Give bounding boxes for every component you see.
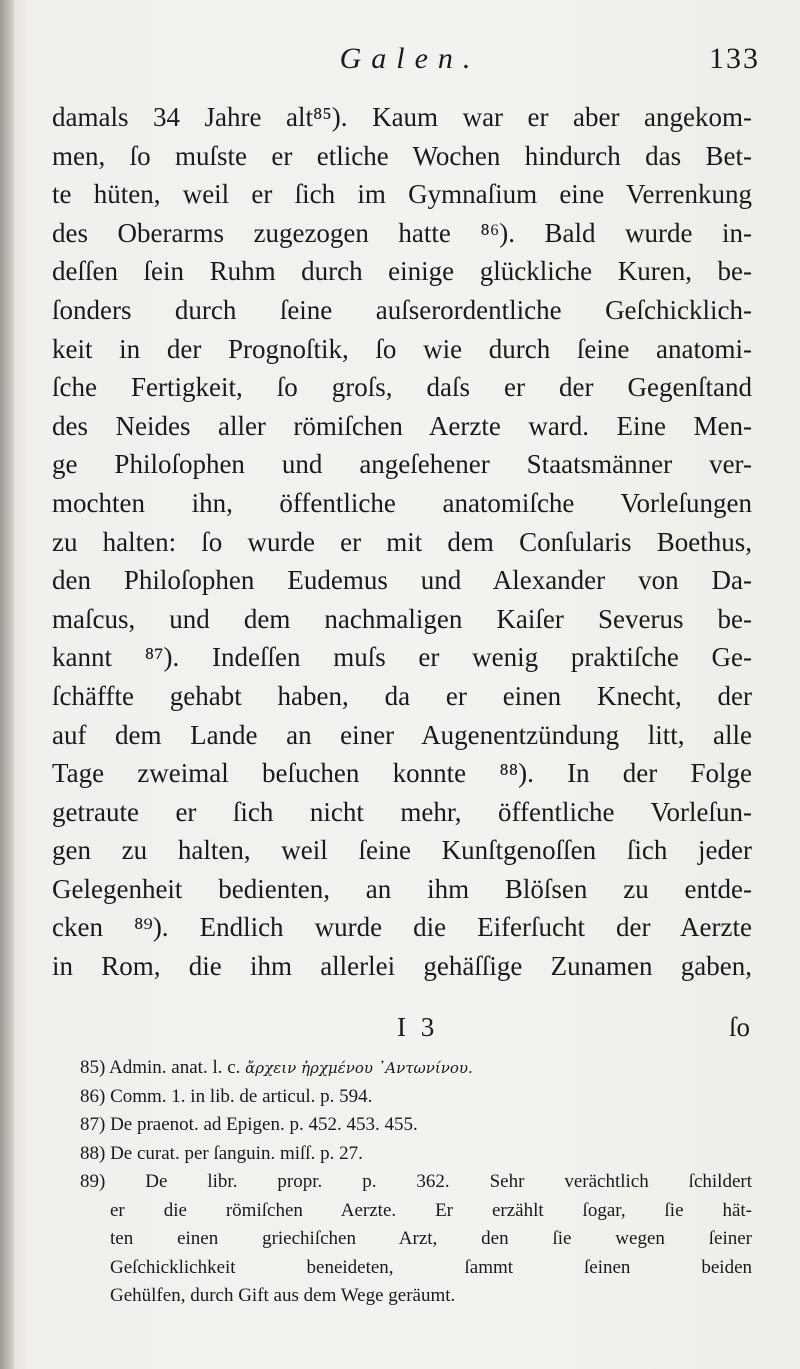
- footnote-86: 86) Comm. 1. in lib. de articul. p. 594.: [80, 1085, 373, 1107]
- text-line: kannt ⁸⁷). Indeſſen muſs er wenig praktiſche Ge-: [52, 642, 752, 673]
- text-line: den Philoſophen Eudemus und Alexander von Da-: [52, 565, 752, 596]
- footnote-87: 87) De praenot. ad Epigen. p. 452. 453. 455.: [80, 1114, 418, 1135]
- text-line: cken ⁸⁹). Endlich wurde die Eiferſucht der Aerzte: [52, 912, 752, 943]
- text-line: men, ſo muſste er etliche Wochen hindurch das Bet-: [52, 140, 752, 171]
- text-line: des Oberarms zugezogen hatte ⁸⁶). Bald wurde in-: [52, 217, 752, 248]
- text-line: ſchäffte gehabt haben, da er einen Knecht, der: [52, 680, 752, 711]
- text-line: Tage zweimal beſuchen konnte ⁸⁸). In der Folge: [52, 758, 752, 789]
- catchword: ſo: [728, 1012, 750, 1042]
- footnotes: [80, 1054, 752, 1311]
- text-line: te hüten, weil er ſich im Gymnaſium eine Verrenkung: [52, 179, 752, 210]
- text-line: gen zu halten, weil ſeine Kunſtgenoſſen ſich jeder: [52, 835, 752, 866]
- text-line: deſſen ſein Ruhm durch einige glückliche Kuren, be-: [52, 256, 752, 287]
- text-line: maſcus, und dem nachmaligen Kaiſer Severus be-: [52, 603, 752, 634]
- text-line: damals 34 Jahre alt⁸⁵). Kaum war er aber angekom-: [52, 102, 752, 132]
- footnote-89-continuation: Gehülfen, durch Gift aus dem Wege geräumt.: [110, 1285, 456, 1306]
- text-line: ge Philoſophen und angeſehener Staatsmänner ver-: [52, 449, 752, 480]
- footnote-85-text: 85) Admin. anat. l. c.: [80, 1057, 241, 1078]
- footnote-89-continuation: Geſchicklichkeit beneideten, ſammt ſeinen beiden: [110, 1256, 752, 1278]
- page-number: 133: [709, 42, 760, 75]
- text-line: keit in der Prognoſtik, ſo wie durch ſeine anatomi-: [52, 333, 752, 364]
- text-line: mochten ihn, öffentliche anatomiſche Vorleſungen: [52, 487, 752, 518]
- running-head: Galen.: [339, 42, 481, 75]
- text-line: zu halten: ſo wurde er mit dem Conſularis Boethus,: [52, 526, 752, 557]
- page-gutter-shadow: [0, 0, 14, 1369]
- text-line: getraute er ſich nicht mehr, öffentliche Vorleſun-: [52, 796, 752, 827]
- footnote-88: 88) De curat. per ſanguin. miſſ. p. 27.: [80, 1142, 363, 1164]
- footnote-89-continuation: er die römiſchen Aerzte. Er erzählt ſogar, ſie hät-: [110, 1199, 752, 1221]
- text-line: ſche Fertigkeit, ſo groſs, daſs er der Gegenſtand: [52, 372, 752, 403]
- text-line: in Rom, die ihm allerlei gehäſſige Zunamen gaben,: [52, 951, 752, 982]
- footnote-85-greek: ἄρχειν ἠρχμένου ᾿Αντωνίνου.: [245, 1059, 473, 1077]
- footnote-85: [80, 1054, 752, 1083]
- signature-row: [52, 1012, 762, 1048]
- text-line: Gelegenheit bedienten, an ihm Blöſsen zu entde-: [52, 873, 752, 904]
- main-text: [52, 98, 752, 986]
- signature-mark: I 3: [397, 1012, 439, 1042]
- footnote-89: 89) De libr. propr. p. 362. Sehr verächtlich ſchildert: [80, 1171, 752, 1192]
- text-line: ſonders durch ſeine auſserordentliche Geſchicklich-: [52, 294, 752, 325]
- text-line: des Neides aller römiſchen Aerzte ward. Eine Men-: [52, 410, 752, 441]
- footnote-89-continuation: ten einen griechiſchen Arzt, den ſie wegen ſeiner: [110, 1228, 752, 1249]
- text-line: auf dem Lande an einer Augenentzündung litt, alle: [52, 719, 752, 750]
- page-header: [50, 42, 770, 82]
